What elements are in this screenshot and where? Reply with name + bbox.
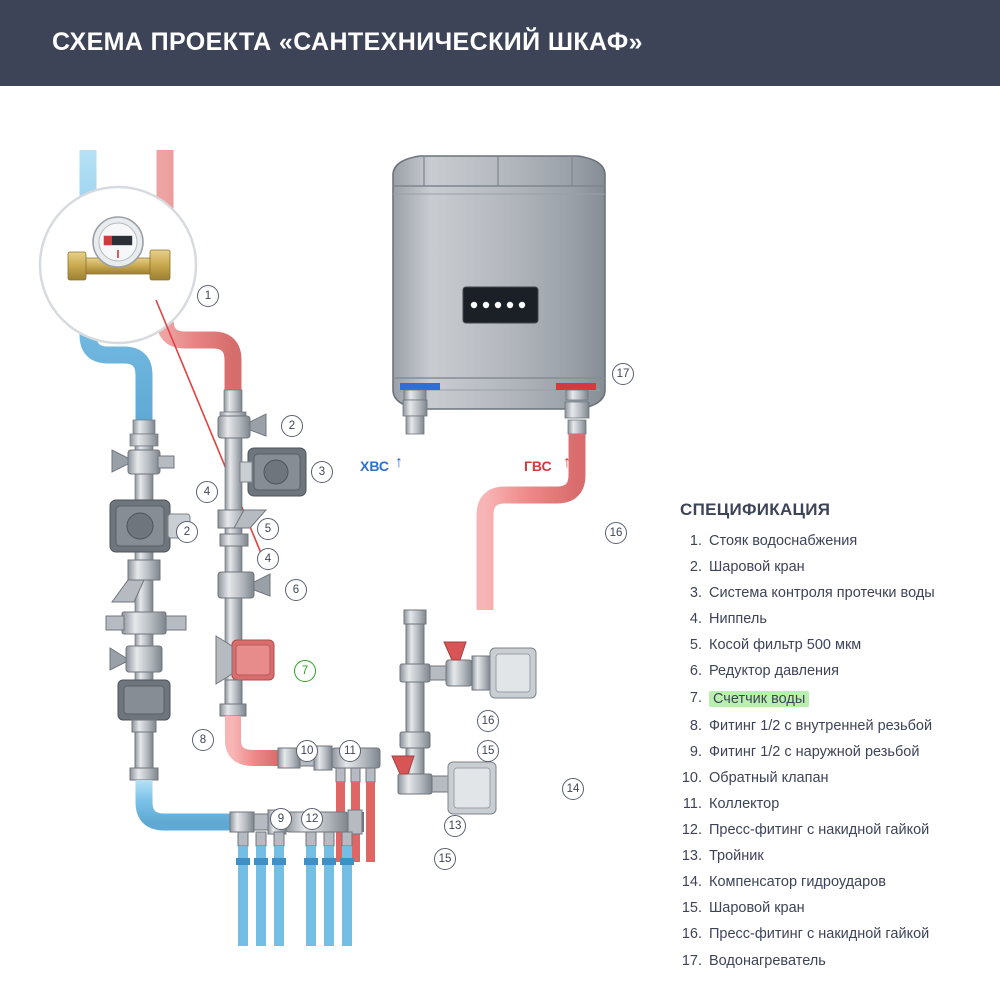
callout-marker-2: 2 <box>281 415 303 437</box>
spec-item-label: Фитинг 1/2 с внутренней резьбой <box>709 717 933 734</box>
callout-marker-14: 14 <box>562 778 584 800</box>
cold-manifold-assembly <box>106 420 190 780</box>
callout-marker-4: 4 <box>257 548 279 570</box>
spec-item-number: 11. <box>682 795 702 812</box>
spec-item-number: 12. <box>681 822 702 839</box>
spec-item-number: 9. <box>689 743 702 760</box>
callout-marker-9: 9 <box>270 808 292 830</box>
spec-item-label: Водонагреватель <box>709 952 826 969</box>
spec-item <box>676 534 986 549</box>
spec-item <box>676 901 986 916</box>
callout-marker-17: 17 <box>612 363 634 385</box>
spec-item-label: Пресс-фитинг с накидной гайкой <box>709 926 930 943</box>
hot-supply-line <box>485 390 589 610</box>
cold-collector <box>230 810 364 946</box>
water-heater <box>393 156 605 409</box>
cold-arrow-icon: ↑ <box>395 454 403 471</box>
callout-marker-4: 4 <box>196 481 218 503</box>
callout-marker-8: 8 <box>192 729 214 751</box>
label-cold-water: ХВС <box>360 458 390 474</box>
spec-item <box>676 849 986 864</box>
spec-item-number: 7. <box>689 689 702 706</box>
specification-list <box>676 534 986 968</box>
spec-item-number: 2. <box>689 559 702 576</box>
callout-marker-3: 3 <box>311 461 333 483</box>
callout-marker-1: 1 <box>197 285 219 307</box>
spec-item-label: Тройник <box>709 848 764 865</box>
spec-item-label: Обратный клапан <box>709 769 829 786</box>
spec-item <box>676 954 986 969</box>
callout-marker-10: 10 <box>296 740 318 762</box>
spec-item-number: 4. <box>689 611 702 628</box>
water-meter-magnifier <box>40 187 196 343</box>
spec-item-label: Шаровой кран <box>709 900 805 917</box>
spec-item <box>676 875 986 890</box>
spec-item-number: 13. <box>681 848 702 865</box>
spec-item <box>676 823 986 838</box>
spec-item-number: 3. <box>689 585 702 602</box>
callout-marker-15: 15 <box>477 740 499 762</box>
spec-item <box>676 664 986 679</box>
spec-item-label: Редуктор давления <box>709 663 840 680</box>
spec-item-label: Компенсатор гидроударов <box>709 874 886 891</box>
callout-marker-2: 2 <box>176 521 198 543</box>
callout-marker-7: 7 <box>294 660 316 682</box>
label-hot-water: ГВС <box>524 458 552 474</box>
callout-marker-13: 13 <box>444 815 466 837</box>
spec-item-label: Система контроля протечки воды <box>709 585 935 602</box>
specification-panel <box>676 500 986 980</box>
spec-item-number: 8. <box>689 717 702 734</box>
page-header <box>0 0 1000 86</box>
spec-item-number: 1. <box>689 533 702 549</box>
spec-item <box>676 691 986 708</box>
spec-item-label: Косой фильтр 500 мкм <box>709 637 862 654</box>
spec-item-number: 16. <box>681 926 702 943</box>
spec-item-label: Пресс-фитинг с накидной гайкой <box>709 822 930 839</box>
spec-item <box>676 719 986 734</box>
spec-item-label: Счетчик воды <box>709 691 809 708</box>
tee-and-compensator <box>392 610 536 814</box>
spec-item <box>676 771 986 786</box>
spec-item-number: 5. <box>689 637 702 654</box>
spec-item <box>676 797 986 812</box>
spec-item <box>676 745 986 760</box>
spec-item-label: Стояк водоснабжения <box>709 533 858 549</box>
spec-item-label: Фитинг 1/2 с наружной резьбой <box>709 743 920 760</box>
spec-item-number: 15. <box>681 900 702 917</box>
spec-item <box>676 560 986 575</box>
specification-title: СПЕЦИФИКАЦИЯ <box>680 500 831 519</box>
spec-item-label: Ниппель <box>709 611 767 628</box>
spec-item <box>676 638 986 653</box>
spec-item-label: Коллектор <box>709 795 780 812</box>
callout-marker-16: 16 <box>477 710 499 732</box>
spec-item-number: 14. <box>681 874 702 891</box>
page-title: СХЕМА ПРОЕКТА «САНТЕХНИЧЕСКИЙ ШКАФ» <box>52 28 643 56</box>
callout-marker-11: 11 <box>339 740 361 762</box>
spec-item-number: 10. <box>681 769 702 786</box>
callout-marker-6: 6 <box>285 579 307 601</box>
spec-item-number: 17. <box>681 952 702 969</box>
spec-item-label: Шаровой кран <box>709 559 805 576</box>
callout-marker-16: 16 <box>605 522 627 544</box>
spec-item <box>676 927 986 942</box>
spec-item <box>676 586 986 601</box>
callout-marker-12: 12 <box>301 808 323 830</box>
spec-item <box>676 612 986 627</box>
hot-arrow-icon: ↑ <box>563 454 571 471</box>
callout-marker-5: 5 <box>257 518 279 540</box>
callout-marker-15: 15 <box>434 848 456 870</box>
spec-item-number: 6. <box>689 663 702 680</box>
